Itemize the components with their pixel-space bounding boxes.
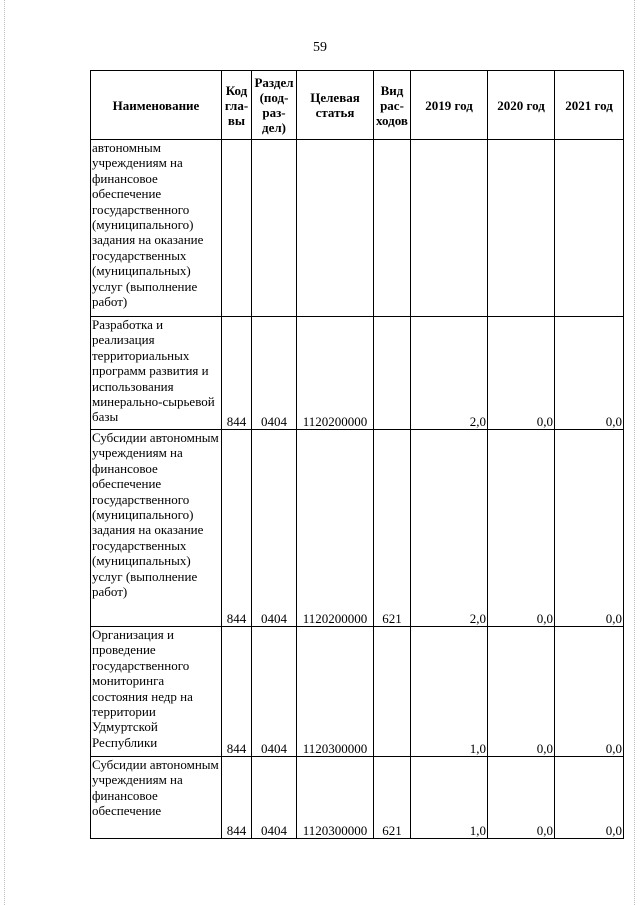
row-2021: 0,0 [555, 627, 624, 757]
row-chapter [222, 140, 252, 317]
row-2021 [555, 140, 624, 317]
row-target: 1120200000 [297, 430, 374, 627]
row-2020: 0,0 [488, 627, 555, 757]
table-row [91, 627, 624, 757]
row-target: 1120200000 [297, 317, 374, 430]
table-row [91, 317, 624, 430]
row-section: 0404 [252, 430, 297, 627]
row-name: Субсидии автономным учреждениям на финансовое обеспечение [91, 757, 222, 839]
row-2020: 0,0 [488, 430, 555, 627]
row-2019 [411, 140, 488, 317]
row-expense [374, 317, 411, 430]
row-2021: 0,0 [555, 317, 624, 430]
row-2019: 1,0 [411, 757, 488, 839]
header-chapter-code: Код гла-вы [222, 71, 252, 140]
row-name: автономным учреждениям на финансовое обеспечение государственного (муниципального) задания на оказание государственных (муниципальных) услуг (выполнение работ) [91, 140, 222, 317]
row-section: 0404 [252, 317, 297, 430]
row-2020 [488, 140, 555, 317]
row-name: Разработка и реализация территориальных программ развития и использования минерально-сырьевой базы [91, 317, 222, 430]
header-2020: 2020 год [488, 71, 555, 140]
header-section: Раздел (под-раз-дел) [252, 71, 297, 140]
row-target: 1120300000 [297, 627, 374, 757]
row-expense: 621 [374, 430, 411, 627]
header-target-item: Целевая статья [297, 71, 374, 140]
right-margin-mark [634, 0, 636, 905]
row-2019: 2,0 [411, 317, 488, 430]
row-2020: 0,0 [488, 317, 555, 430]
header-2021: 2021 год [555, 71, 624, 140]
table-header-row [91, 71, 624, 140]
row-2020: 0,0 [488, 757, 555, 839]
row-target [297, 140, 374, 317]
table-row [91, 430, 624, 627]
row-section: 0404 [252, 757, 297, 839]
table-row [91, 140, 624, 317]
row-chapter: 844 [222, 757, 252, 839]
row-target: 1120300000 [297, 757, 374, 839]
row-chapter: 844 [222, 627, 252, 757]
row-chapter: 844 [222, 430, 252, 627]
header-2019: 2019 год [411, 71, 488, 140]
row-expense: 621 [374, 757, 411, 839]
row-expense [374, 140, 411, 317]
row-chapter: 844 [222, 317, 252, 430]
row-2019: 2,0 [411, 430, 488, 627]
row-2021: 0,0 [555, 430, 624, 627]
page-number: 59 [313, 40, 327, 55]
row-section [252, 140, 297, 317]
row-2021: 0,0 [555, 757, 624, 839]
row-name: Субсидии автономным учреждениям на финансовое обеспечение государственного (муниципального) задания на оказание государственных (муниципальных) услуг (выполнение работ) [91, 430, 222, 627]
header-expense-type: Вид рас-ходов [374, 71, 411, 140]
header-name: Наименование [91, 71, 222, 140]
row-name: Организация и проведение государственного мониторинга состояния недр на территории Удмуртской Республики [91, 627, 222, 757]
left-margin-mark [4, 0, 6, 905]
row-expense [374, 627, 411, 757]
row-2019: 1,0 [411, 627, 488, 757]
row-section: 0404 [252, 627, 297, 757]
table-row [91, 757, 624, 839]
budget-table [90, 70, 624, 839]
